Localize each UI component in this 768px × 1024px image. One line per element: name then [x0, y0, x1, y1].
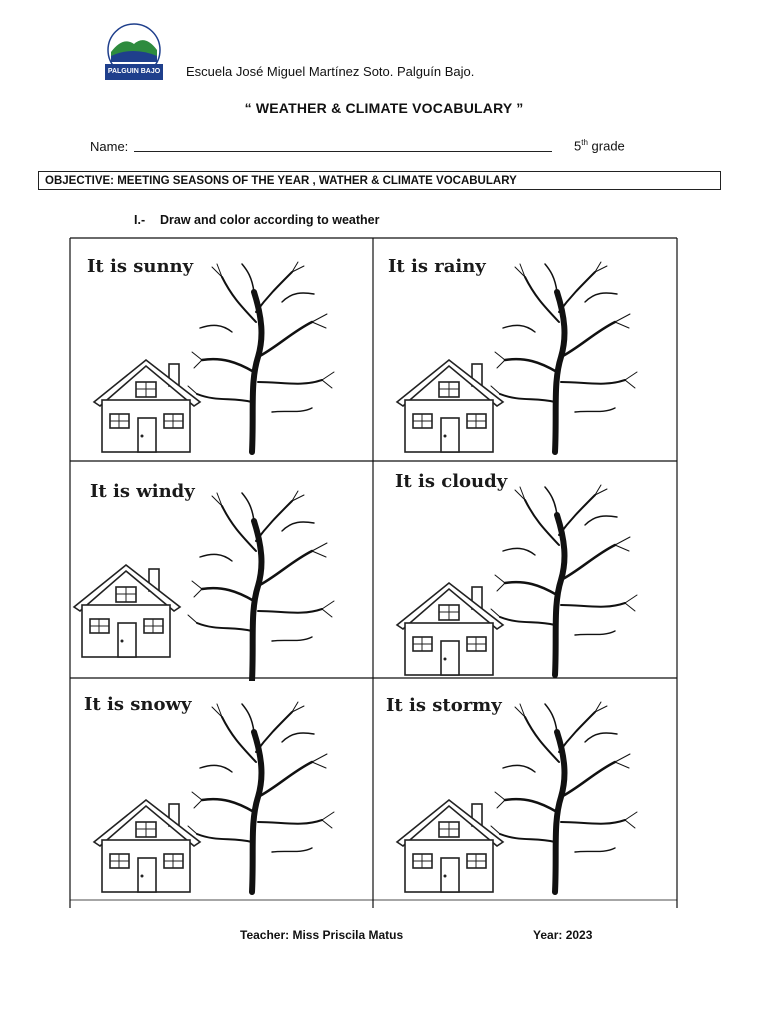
weather-cell[interactable] — [72, 240, 372, 458]
weather-cell[interactable] — [72, 680, 372, 898]
house-tree-drawing — [72, 463, 372, 681]
house-tree-drawing — [72, 680, 372, 898]
instruction-text: Draw and color according to weather — [160, 213, 380, 227]
house-icon — [397, 583, 503, 675]
grade-number: 5 — [574, 138, 582, 154]
tree-icon — [491, 485, 637, 675]
house-icon — [397, 360, 503, 452]
weather-cell-label: It is snowy — [84, 694, 192, 715]
house-icon — [94, 800, 200, 892]
weather-cell[interactable] — [375, 463, 675, 681]
footer-teacher: Teacher: Miss Priscila Matus — [240, 928, 404, 942]
weather-cell-label: It is stormy — [386, 695, 502, 716]
grade-word: grade — [591, 138, 625, 154]
house-tree-drawing — [72, 240, 372, 458]
instruction-number: I.- — [134, 213, 146, 227]
footer-year: Year: 2023 — [533, 928, 593, 942]
grade-suffix: th — [581, 138, 588, 147]
tree-icon — [188, 262, 334, 452]
tree-icon — [491, 262, 637, 452]
weather-cell-label: It is sunny — [87, 256, 194, 277]
name-label: Name: — [90, 139, 129, 154]
weather-cell-label: It is cloudy — [395, 471, 508, 492]
house-icon — [397, 800, 503, 892]
tree-icon — [188, 491, 334, 681]
weather-cell-label: It is rainy — [388, 256, 486, 277]
objective-box: OBJECTIVE: MEETING SEASONS OF THE YEAR , WATHER & CLIMATE VOCABULARY — [38, 171, 721, 190]
weather-cell[interactable] — [375, 240, 675, 458]
tree-icon — [491, 702, 637, 892]
weather-cell-label: It is windy — [90, 481, 195, 502]
weather-cell[interactable] — [375, 680, 675, 898]
school-name: Escuela José Miguel Martínez Soto. Palguín Bajo. — [186, 64, 475, 79]
house-icon — [74, 565, 180, 657]
page-title: “ WEATHER & CLIMATE VOCABULARY ” — [244, 100, 524, 116]
logo-text: PALGUIN BAJO — [107, 68, 161, 75]
house-tree-drawing — [375, 240, 675, 458]
weather-cell[interactable] — [72, 463, 372, 681]
house-icon — [94, 360, 200, 452]
house-tree-drawing — [375, 680, 675, 898]
house-tree-drawing — [375, 463, 675, 681]
tree-icon — [188, 702, 334, 892]
